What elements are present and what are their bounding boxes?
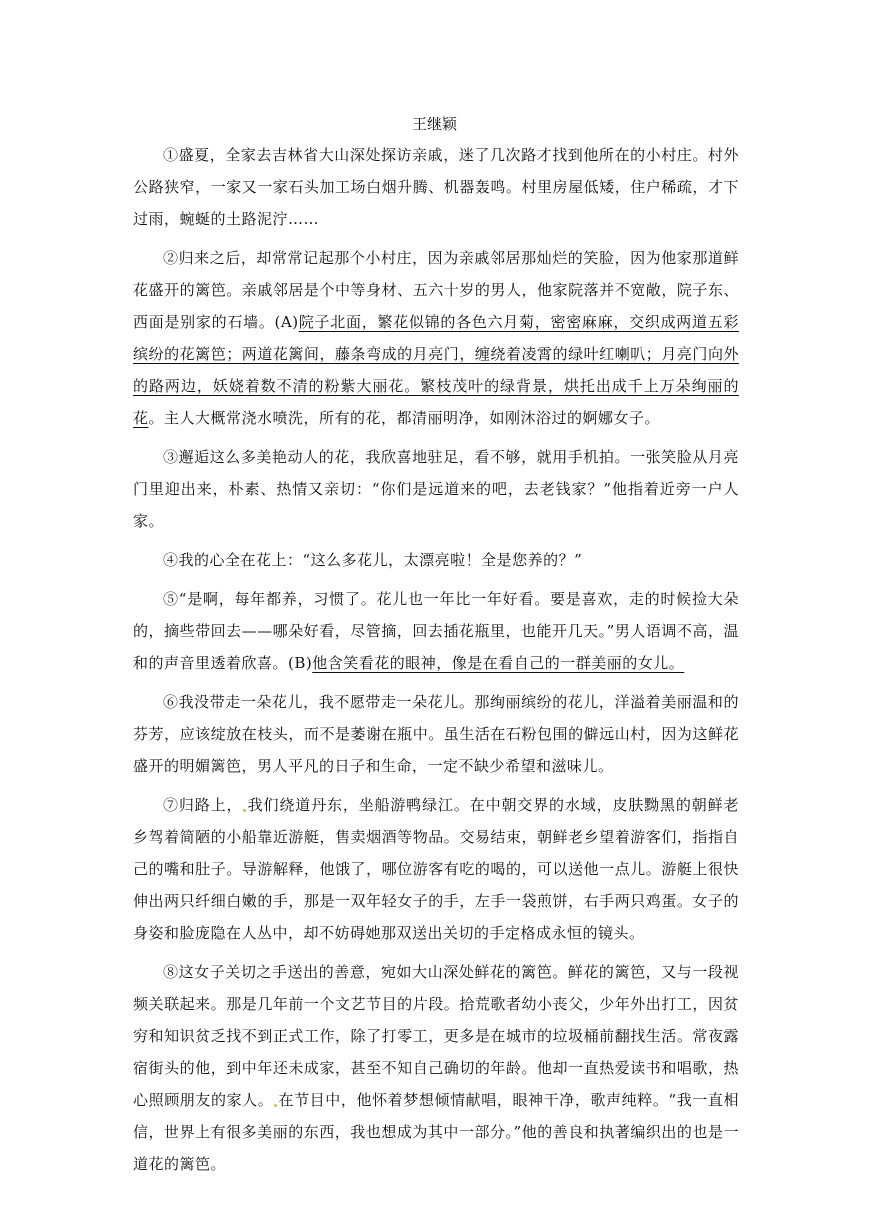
paragraph-5	[133, 583, 739, 679]
paragraph-4: ④我的心全在花上：“这么多花儿，太漂亮啦！全是您养的？”	[163, 551, 583, 569]
author-name: 王继颖	[411, 115, 457, 133]
scan-dot-mark	[243, 809, 246, 812]
article-body	[133, 139, 739, 1187]
paragraph-8-text-end: 在节目中，他怀着梦想倾情献唱，眼神干净，歌声纯粹。“我一直相信，世界上有很多美丽的东西，我也想成为其中一部分。”他的善良和执著编织出的也是一道花的篱笆。	[133, 1091, 739, 1173]
paragraph-2-text-end: 。主人大概常浇水喷洗，所有的花，都清丽明净，如刚沐浴过的婀娜女子。	[148, 409, 661, 427]
paragraph-7-text-start: ⑦归路上，	[163, 796, 243, 814]
scan-dot-mark	[274, 1104, 277, 1107]
paragraph-7-text-end: 我们绕道丹东，坐船游鸭绿江。在中朝交界的水域，皮肤黝黑的朝鲜老乡驾着简陋的小船靠近游艇，售卖烟酒等物品。交易结束，朝鲜老乡望着游客们，指指自己的嘴和肚子。导游解释，他饿了，哪位游客有吃的喝的，可以送他一点儿。游艇上很快伸出两只纤细白嫩的手，那是一双年轻女子的手，左手一袋煎饼，右手两只鸡蛋。女子的身姿和脸庞隐在人丛中，却不妨碍她那双送出关切的手定格成永恒的镜头。	[133, 796, 739, 942]
paragraph-7	[133, 789, 739, 949]
paragraph-6: ⑥我没带走一朵花儿，我不愿带走一朵花儿。那绚丽缤纷的花儿，洋溢着美丽温和的芬芳，应该绽放在枝头，而不是萎谢在瓶中。虽生活在石粉包围的僻远山村，因为这鲜花盛开的明媚篱笆，男人平凡的日子和生命，一定不缺少希望和滋味儿。	[133, 693, 739, 775]
underlined-sentence-b: 他含笑看花的眼神，像是在看自己的一群美丽的女儿。	[312, 654, 685, 672]
paragraph-2-text-start: ②归来之后，却常常记起那个小村庄，因为亲戚邻居那灿烂的笑脸，因为他家那道鲜花盛开的篱笆。亲戚邻居是个中等身材、五六十岁的男人，他家院落并不宽敞，院子东、西面是别家的石墙。(A)	[133, 249, 739, 331]
paragraph-2	[133, 242, 739, 434]
paragraph-1: ①盛夏，全家去吉林省大山深处探访亲戚，迷了几次路才找到他所在的小村庄。村外公路狭窄，一家又一家石头加工场白烟升腾、机器轰鸣。村里房屋低矮，住户稀疏，才下过雨，蜿蜒的土路泥泞……	[133, 146, 739, 228]
paragraph-8	[133, 956, 739, 1180]
paragraph-3: ③邂逅这么多美艳动人的花，我欣喜地驻足，看不够，就用手机拍。一张笑脸从月亮门里迎出来，朴素、热情又亲切：“你们是远道来的吧，去老钱家？”他指着近旁一户人家。	[133, 448, 739, 530]
paragraph-5-text: ⑤“是啊，每年都养，习惯了。花儿也一年比一年好看。要是喜欢，走的时候捡大朵的，摘些带回去——哪朵好看，尽管摘，回去插花瓶里，也能开几天。”男人语调不高，温和的声音里透着欣喜。(B)	[133, 590, 739, 672]
paragraph-8-text-start: ⑧这女子关切之手送出的善意，宛如大山深处鲜花的篱笆。鲜花的篱笆，又与一段视频关联起来。那是几年前一个文艺节目的片段。拾荒歌者幼小丧父，少年外出打工，因贫穷和知识贫乏找不到正式工作，除了打零工，更多是在城市的垃圾桶前翻找生活。常夜露宿街头的他，到中年还未成家，甚至不知自己确切的年龄。他却一直热爱读书和唱歌，热心照顾朋友的家人。	[133, 963, 739, 1109]
underlined-sentence-a: 院子北面，繁花似锦的各色六月菊，密密麻麻，交织成两道五彩缤纷的花篱笆；两道花篱间，藤条弯成的月亮门，缠绕着凌霄的绿叶红喇叭；月亮门向外的路两边，妖娆着数不清的粉紫大丽花。繁枝茂叶的绿背景，烘托出成千上万朵绚丽的花	[133, 313, 739, 427]
